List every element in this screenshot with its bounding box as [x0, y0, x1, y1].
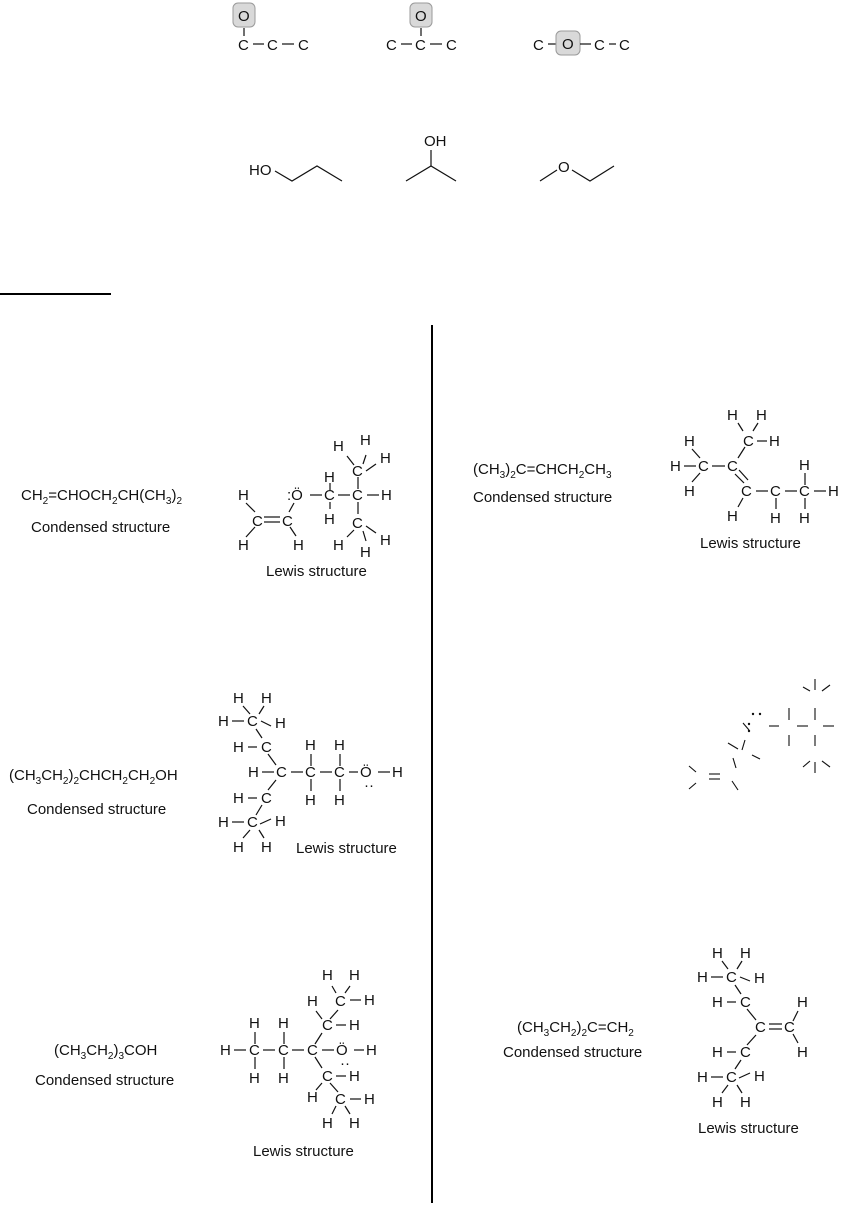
- svg-text:C: C: [386, 37, 397, 54]
- svg-text:Ö: Ö: [360, 764, 372, 781]
- svg-text:C: C: [740, 994, 751, 1011]
- svg-text:H: H: [261, 839, 272, 856]
- svg-text:C: C: [352, 515, 363, 532]
- svg-text:C: C: [298, 37, 309, 54]
- svg-text:H: H: [249, 1070, 260, 1087]
- condensed-formula: $(CH_3CH_2)_2CHCH_2CH_2OH$: [9, 767, 178, 787]
- svg-text:H: H: [218, 713, 229, 730]
- svg-text:C: C: [352, 463, 363, 480]
- svg-text:H: H: [684, 433, 695, 450]
- svg-text:H: H: [322, 967, 333, 984]
- svg-text:H: H: [324, 511, 335, 528]
- lewis-label: Lewis structure: [266, 563, 367, 580]
- svg-text:H: H: [349, 1115, 360, 1132]
- lewis-label: Lewis structure: [698, 1120, 799, 1137]
- skeleton-methoxyethane: [533, 31, 630, 55]
- svg-text:C: C: [533, 37, 544, 54]
- svg-text:C: C: [726, 1069, 737, 1086]
- svg-text:C: C: [261, 739, 272, 756]
- svg-text:C: C: [743, 433, 754, 450]
- svg-text:H: H: [828, 483, 839, 500]
- svg-text:C: C: [741, 483, 752, 500]
- svg-text:H: H: [769, 433, 780, 450]
- lewis-label: Lewis structure: [700, 535, 801, 552]
- condensed-label: Condensed structure: [473, 489, 613, 506]
- svg-text:C: C: [415, 37, 426, 54]
- svg-text:C: C: [282, 513, 293, 530]
- condensed-label: Condensed structure: [31, 519, 171, 536]
- svg-text:C: C: [238, 37, 249, 54]
- svg-text:H: H: [334, 737, 345, 754]
- isomer-line-structures-row: [249, 133, 614, 181]
- svg-text:C: C: [261, 790, 272, 807]
- svg-text:C: C: [335, 993, 346, 1010]
- svg-text:H: H: [799, 457, 810, 474]
- faded-lewis-fragment: [689, 679, 834, 790]
- panel-3: [9, 690, 403, 857]
- lewis-structure-2: [670, 407, 839, 527]
- lewis-structure-3: [218, 690, 403, 856]
- svg-text:C: C: [698, 458, 709, 475]
- svg-text:HO: HO: [249, 162, 272, 179]
- panel-5: [35, 967, 377, 1160]
- svg-text:C: C: [784, 1019, 795, 1036]
- svg-text:C: C: [726, 969, 737, 986]
- svg-text:C: C: [446, 37, 457, 54]
- condensed-formula: $CH_2=CHOCH_2CH(CH_3)_2$: [21, 487, 183, 507]
- svg-text:H: H: [275, 715, 286, 732]
- svg-text:C: C: [619, 37, 630, 54]
- svg-text:C: C: [276, 764, 287, 781]
- svg-text:H: H: [278, 1015, 289, 1032]
- svg-text:H: H: [770, 510, 781, 527]
- svg-text:H: H: [249, 1015, 260, 1032]
- skeleton-1-propanol: [233, 3, 309, 54]
- svg-text:H: H: [220, 1042, 231, 1059]
- svg-text:C: C: [755, 1019, 766, 1036]
- panel-1: [21, 432, 392, 580]
- svg-text:H: H: [233, 690, 244, 707]
- svg-text:H: H: [380, 532, 391, 549]
- svg-text:H: H: [233, 790, 244, 807]
- skeleton-2-propanol: [386, 3, 457, 54]
- svg-text:C: C: [307, 1042, 318, 1059]
- svg-text:C: C: [278, 1042, 289, 1059]
- svg-text:H: H: [293, 537, 304, 554]
- atom-oxygen: O: [238, 8, 250, 25]
- svg-text:H: H: [238, 537, 249, 554]
- svg-text:H: H: [740, 1094, 751, 1111]
- svg-text:H: H: [233, 839, 244, 856]
- svg-text:H: H: [364, 1091, 375, 1108]
- lewis-label: Lewis structure: [296, 840, 397, 857]
- svg-text:H: H: [754, 970, 765, 987]
- svg-text:C: C: [267, 37, 278, 54]
- svg-text:H: H: [366, 1042, 377, 1059]
- line-methoxyethane: [540, 159, 614, 181]
- condensed-label: Condensed structure: [503, 1044, 643, 1061]
- svg-text:C: C: [247, 713, 258, 730]
- svg-text:C: C: [352, 487, 363, 504]
- lewis-label: Lewis structure: [253, 1143, 354, 1160]
- svg-text:C: C: [322, 1017, 333, 1034]
- svg-text:H: H: [754, 1068, 765, 1085]
- svg-text:C: C: [594, 37, 605, 54]
- svg-text:H: H: [261, 690, 272, 707]
- svg-text:C: C: [305, 764, 316, 781]
- condensed-formula: $(CH_3)_2C=CHCH_2CH_3$: [473, 461, 612, 481]
- line-2-propanol: [406, 133, 456, 181]
- svg-text:Ö: Ö: [336, 1042, 348, 1059]
- panel-4-fragment: [689, 679, 834, 790]
- svg-text::Ö: :Ö: [287, 487, 303, 504]
- svg-text:··: ··: [340, 1055, 350, 1072]
- svg-text:H: H: [349, 967, 360, 984]
- svg-text:C: C: [770, 483, 781, 500]
- svg-text:H: H: [670, 458, 681, 475]
- svg-text:C: C: [335, 1091, 346, 1108]
- svg-text:H: H: [360, 544, 371, 561]
- svg-text:H: H: [333, 438, 344, 455]
- line-1-propanol: [249, 162, 342, 181]
- svg-text:C: C: [249, 1042, 260, 1059]
- svg-text:H: H: [305, 792, 316, 809]
- svg-text:C: C: [799, 483, 810, 500]
- svg-text:OH: OH: [424, 133, 447, 150]
- svg-text:H: H: [307, 993, 318, 1010]
- condensed-label: Condensed structure: [27, 801, 167, 818]
- svg-text:H: H: [349, 1017, 360, 1034]
- faded-lone-pair-dots: [748, 713, 761, 732]
- condensed-formula: $(CH_3CH_2)_3COH$: [54, 1042, 158, 1062]
- svg-text:C: C: [252, 513, 263, 530]
- svg-text:C: C: [324, 487, 335, 504]
- svg-text:H: H: [797, 1044, 808, 1061]
- svg-text:C: C: [334, 764, 345, 781]
- svg-text:H: H: [307, 1089, 318, 1106]
- svg-text:H: H: [381, 487, 392, 504]
- svg-text:C: C: [740, 1044, 751, 1061]
- svg-text:H: H: [756, 407, 767, 424]
- svg-text:H: H: [333, 537, 344, 554]
- svg-text:H: H: [278, 1070, 289, 1087]
- svg-text:C: C: [727, 458, 738, 475]
- svg-text:O: O: [558, 159, 570, 176]
- svg-text:H: H: [712, 1044, 723, 1061]
- svg-text:H: H: [305, 737, 316, 754]
- svg-text:H: H: [334, 792, 345, 809]
- svg-text:H: H: [684, 483, 695, 500]
- panel-6: [503, 945, 808, 1137]
- lewis-structure-1: [238, 432, 392, 561]
- svg-text:H: H: [349, 1068, 360, 1085]
- svg-text:H: H: [697, 969, 708, 986]
- svg-text:C: C: [247, 814, 258, 831]
- svg-text:··: ··: [364, 777, 374, 794]
- svg-text:H: H: [799, 510, 810, 527]
- svg-text:H: H: [322, 1115, 333, 1132]
- svg-text:H: H: [380, 450, 391, 467]
- svg-text:H: H: [248, 764, 259, 781]
- svg-text:H: H: [712, 1094, 723, 1111]
- svg-text:H: H: [275, 813, 286, 830]
- svg-text:H: H: [697, 1069, 708, 1086]
- svg-text:H: H: [233, 739, 244, 756]
- lewis-structure-6: [697, 945, 808, 1111]
- atom-oxygen: O: [562, 36, 574, 53]
- svg-text:H: H: [712, 994, 723, 1011]
- svg-text:H: H: [364, 992, 375, 1009]
- svg-text:H: H: [727, 407, 738, 424]
- svg-text:H: H: [740, 945, 751, 962]
- svg-text:H: H: [712, 945, 723, 962]
- atom-oxygen: O: [415, 8, 427, 25]
- condensed-label: Condensed structure: [35, 1072, 175, 1089]
- lewis-structure-5: [220, 967, 377, 1132]
- svg-text:H: H: [797, 994, 808, 1011]
- svg-text:H: H: [392, 764, 403, 781]
- svg-text:H: H: [218, 814, 229, 831]
- svg-text:H: H: [238, 487, 249, 504]
- panel-2: [473, 407, 839, 552]
- condensed-formula: $(CH_3CH_2)_2C=CH_2$: [517, 1019, 634, 1039]
- isomer-skeletons-row: [233, 3, 630, 55]
- svg-text:H: H: [324, 469, 335, 486]
- svg-text:H: H: [727, 508, 738, 525]
- svg-text:H: H: [360, 432, 371, 449]
- svg-text:C: C: [322, 1068, 333, 1085]
